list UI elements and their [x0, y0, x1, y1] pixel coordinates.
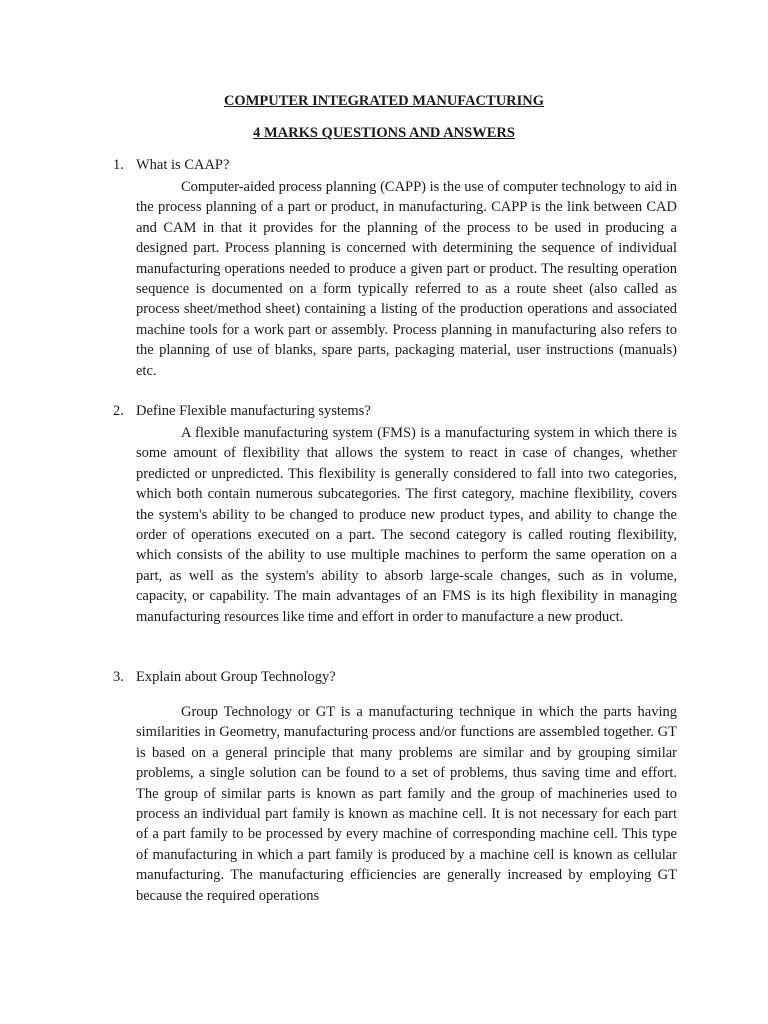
document-title: COMPUTER INTEGRATED MANUFACTURING [223, 93, 545, 109]
question-text: Explain about Group Technology? [136, 669, 336, 685]
answer-text: Group Technology or GT is a manufacturing technique in which the parts having similarities in Geometry, manufacturing process and/or functions are assembled together. GT is based on a general principle that many problems are similar and by grouping similar problems, a single solution can be found to a set of problems, thus saving time and effort. The group of similar parts is known as part family and the group of machineries used to process an individual part family is known as machine cell. It is not necessary for each part of a part family to be processed by every machine of corresponding machine cell. This type of manufacturing in which a part family is produced by a machine cell is known as cellular manufacturing. The manufacturing efficiencies are generally increased by employing GT because the required operations [136, 704, 677, 904]
question-number: 1. [113, 157, 124, 173]
answer-text: Computer-aided process planning (CAPP) is the use of computer technology to aid in the process planning of a part or product, in manufacturing. CAPP is the link between CAD and CAM in that it provides for the planning of the process to be used in producing a designed part. Process planning is concerned with determining the sequence of individual manufacturing operations needed to produce a given part or product. The resulting operation sequence is documented on a form typically referred to as a route sheet (also called as process sheet/method sheet) containing a listing of the production operations and associated machine tools for a work part or assembly. Process planning in manufacturing also refers to the planning of use of blanks, spare parts, packaging material, user instructions (manuals) etc. [136, 179, 677, 379]
answer-text: A flexible manufacturing system (FMS) is a manufacturing system in which there is some amount of flexibility that allows the system to react in case of changes, whether predicted or unpredicted. This flexibility is generally considered to fall into two categories, which both contain numerous subcategories. The first category, machine flexibility, covers the system's ability to be changed to produce new product types, and ability to change the order of operations executed on a part. The second category is called routing flexibility, which consists of the ability to use multiple machines to perform the same operation on a part, as well as the system's ability to absorb large-scale changes, such as in volume, capacity, or capability. The main advantages of an FMS is its high flexibility in managing manufacturing resources like time and effort in order to manufacture a new product. [136, 425, 677, 625]
question-text: Define Flexible manufacturing systems? [136, 403, 371, 419]
question-text: What is CAAP? [136, 157, 230, 173]
question-number: 3. [113, 669, 124, 685]
document-subtitle: 4 MARKS QUESTIONS AND ANSWERS [253, 125, 515, 141]
question-number: 2. [113, 403, 124, 419]
